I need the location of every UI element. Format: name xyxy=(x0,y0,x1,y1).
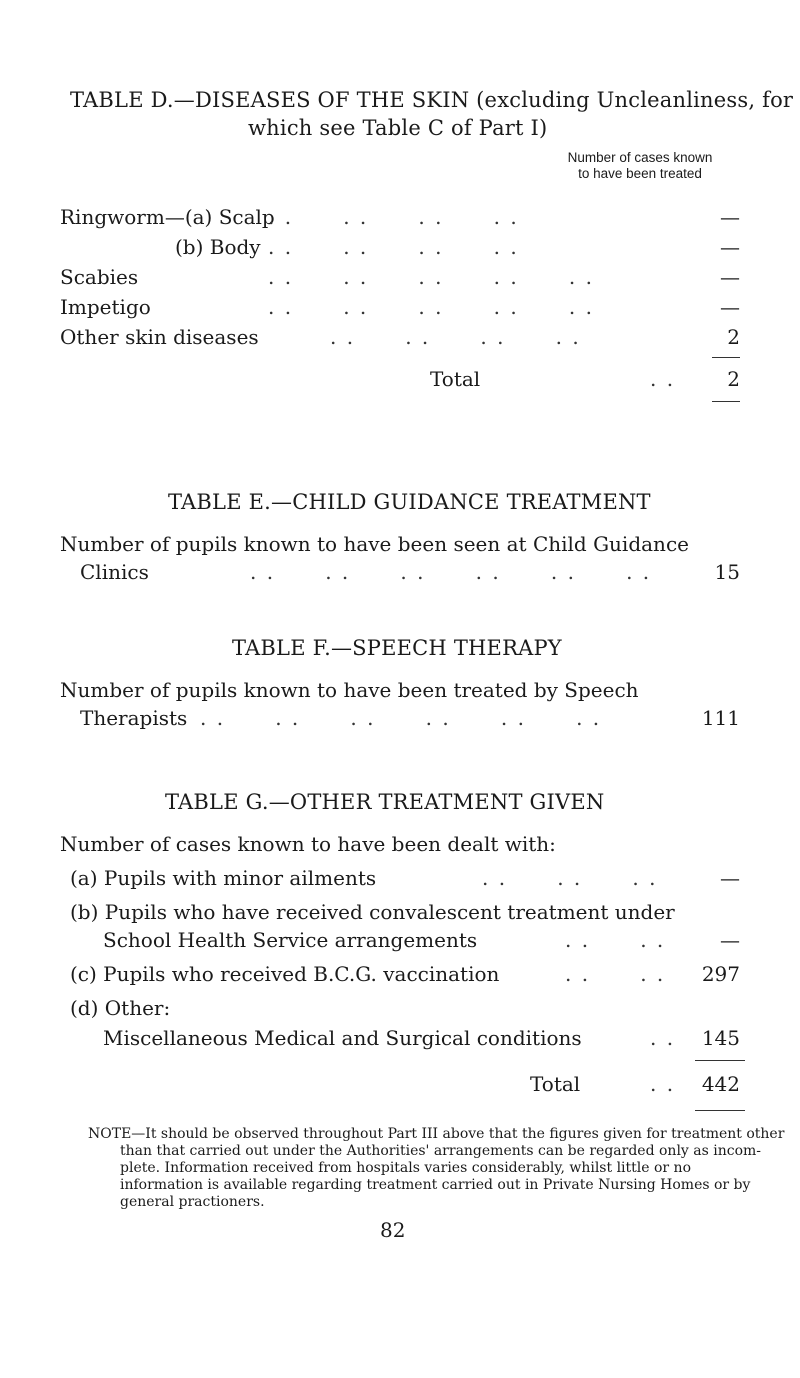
table-g-row-c-value: 297 xyxy=(701,962,740,986)
note-line4: information is available regarding treatment carried out in Private Nursing Homes or by xyxy=(120,1177,751,1193)
note-line5: general practioners. xyxy=(120,1194,265,1210)
rule xyxy=(695,1110,745,1111)
leader-dots: . . . . xyxy=(565,962,666,986)
table-f-line1: Number of pupils known to have been treated by Speech xyxy=(60,678,639,702)
table-d-title-line2: which see Table C of Part I) xyxy=(248,116,548,140)
table-g-row-b-line1: (b) Pupils who have received convalescent treatment under xyxy=(70,900,675,924)
leader-dots: . . . . . . . . . . . . xyxy=(200,706,602,730)
table-e-title: TABLE E.—CHILD GUIDANCE TREATMENT xyxy=(168,490,651,514)
table-e-line1: Number of pupils known to have been seen at Child Guidance xyxy=(60,532,689,556)
table-g-row-a-value: — xyxy=(720,866,740,890)
leader-dots: . . xyxy=(650,1026,676,1050)
rule xyxy=(712,357,740,358)
rule xyxy=(695,1060,745,1061)
leader-dots: . . xyxy=(650,1072,676,1096)
table-d-col-header-line2: to have been treated xyxy=(578,166,702,181)
table-d-total-label: Total xyxy=(430,367,481,391)
table-f-value: 111 xyxy=(701,706,740,730)
rule xyxy=(712,401,740,402)
table-g-row-a-label: (a) Pupils with minor ailments xyxy=(70,866,377,890)
table-g-row-c-label: (c) Pupils who received B.C.G. vaccination xyxy=(70,962,500,986)
table-g-total-label: Total xyxy=(530,1072,581,1096)
page-number: 82 xyxy=(380,1218,406,1242)
table-g-row-d-line1: (d) Other: xyxy=(70,996,171,1020)
note-line1: NOTE—It should be observed throughout Part III above that the figures given for treatment other xyxy=(88,1126,785,1142)
table-d-row-label: Ringworm—(a) Scalp xyxy=(60,205,275,229)
table-g-row-b-line2: School Health Service arrangements xyxy=(103,928,478,952)
table-d-row-label: Other skin diseases xyxy=(60,325,259,349)
leader-dots: . . . . . . . . . . . . xyxy=(250,560,652,584)
leader-dots: . . . . . . . . . . xyxy=(268,295,594,319)
leader-dots: . . . . xyxy=(565,928,666,952)
table-d-row-label: Impetigo xyxy=(60,295,151,319)
table-g-row-b-value: — xyxy=(720,928,740,952)
leader-dots: . . xyxy=(650,367,676,391)
table-f-line2: Therapists xyxy=(80,706,188,730)
table-e-value: 15 xyxy=(714,560,740,584)
table-g-intro: Number of cases known to have been dealt with: xyxy=(60,832,556,856)
table-d-col-header-line1: Number of cases known xyxy=(567,150,713,165)
table-d-title-line1: TABLE D.—DISEASES OF THE SKIN (excluding Uncleanliness, for xyxy=(70,88,794,112)
table-d-row-value: — xyxy=(720,265,740,289)
table-g-total-value: 442 xyxy=(701,1072,740,1096)
table-d-row-label: Scabies xyxy=(60,265,139,289)
note-line2: than that carried out under the Authorities' arrangements can be regarded only as incom- xyxy=(120,1143,762,1159)
table-d-row-value: 2 xyxy=(727,325,740,349)
leader-dots: . . . . . . . . xyxy=(330,325,581,349)
table-d-row-value: — xyxy=(720,295,740,319)
table-d-row-value: — xyxy=(720,235,740,259)
leader-dots: . . . . . . . . . . xyxy=(268,265,594,289)
table-d-total-value: 2 xyxy=(727,367,740,391)
table-g-row-d-value: 145 xyxy=(701,1026,740,1050)
leader-dots: . . . . . . xyxy=(482,866,658,890)
table-f-title: TABLE F.—SPEECH THERAPY xyxy=(232,636,562,660)
note-line3: plete. Information received from hospitals varies considerably, whilst little or no xyxy=(120,1160,691,1176)
table-e-line2: Clinics xyxy=(80,560,149,584)
leader-dots: . . . . . . . . xyxy=(268,205,519,229)
table-g-title: TABLE G.—OTHER TREATMENT GIVEN xyxy=(165,790,605,814)
table-d-row-label: (b) Body xyxy=(175,235,261,259)
leader-dots: . . . . . . . . xyxy=(268,235,519,259)
table-d-row-value: — xyxy=(720,205,740,229)
table-g-row-d-line2: Miscellaneous Medical and Surgical conditions xyxy=(103,1026,582,1050)
